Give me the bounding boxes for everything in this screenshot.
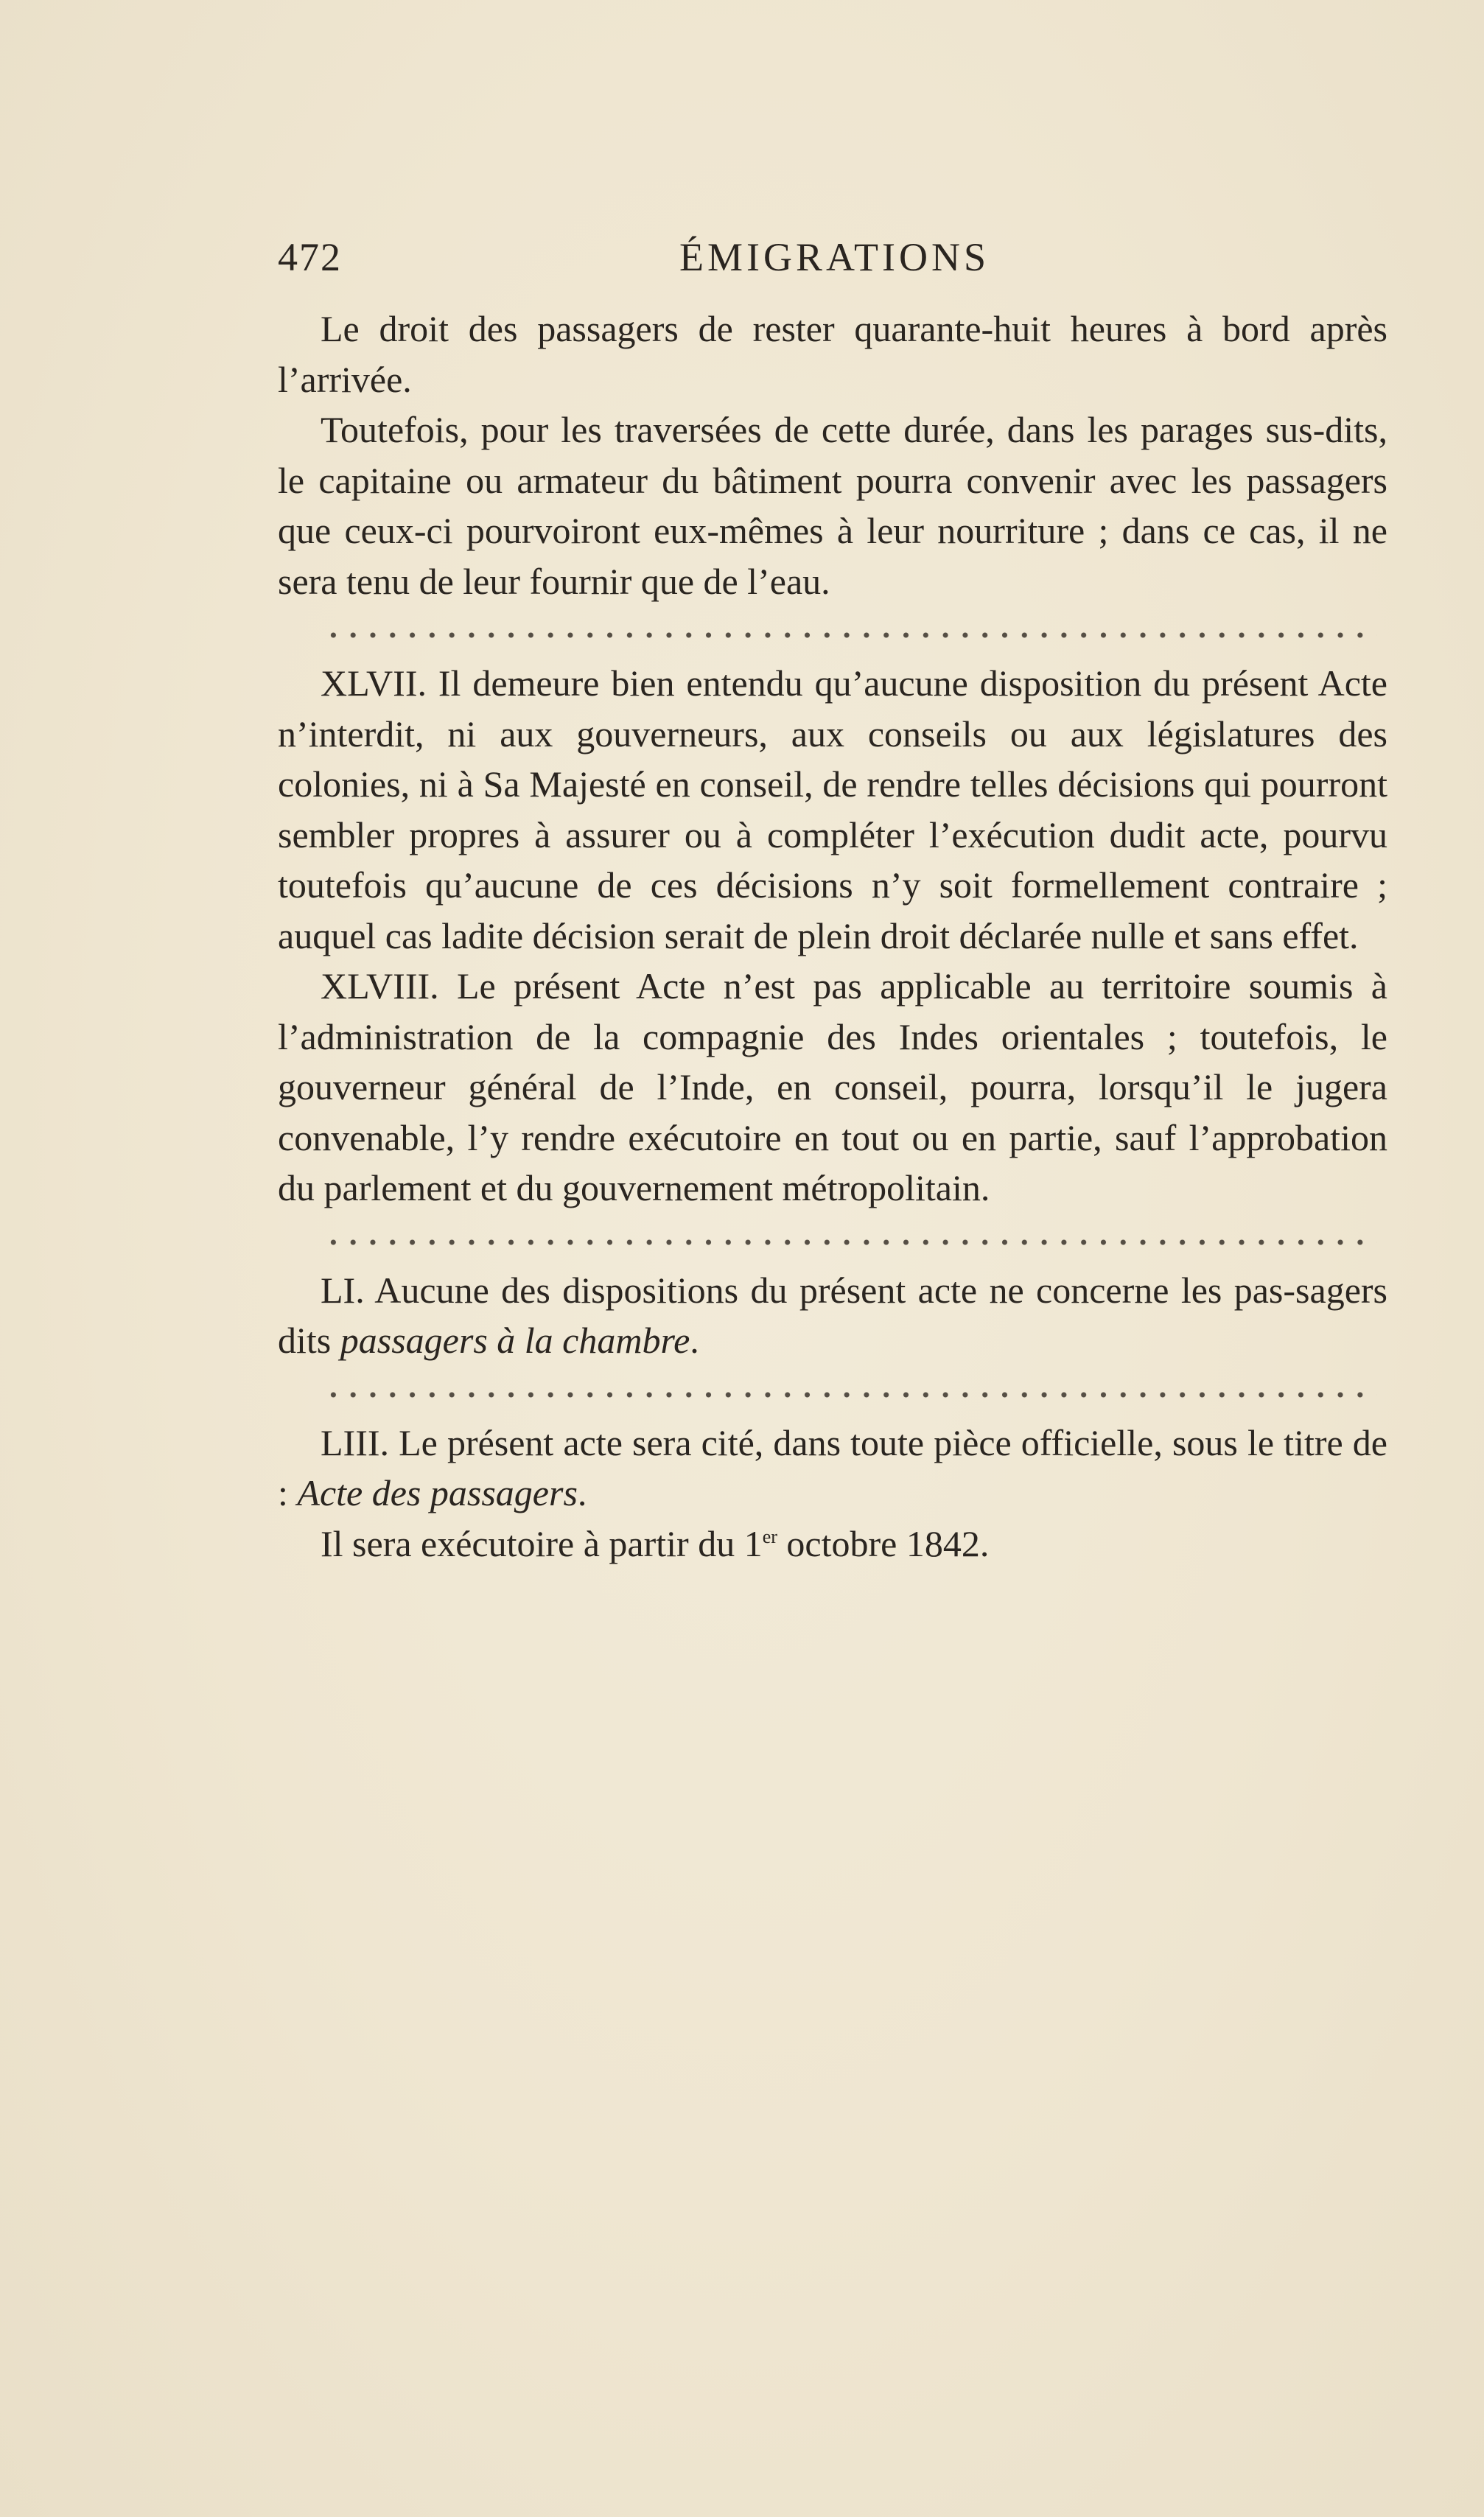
article-li-text: LI. Aucune des dispositions du présent acte ne concerne les pas-sagers dits <box>278 1269 1387 1361</box>
running-title: ÉMIGRATIONS <box>679 235 990 279</box>
article-li-italic: passagers à la chambre <box>340 1320 690 1361</box>
paragraph-arrival-rights: Le droit des passagers de rester quarante-huit heures à bord après l’arrivée. <box>278 308 1387 400</box>
article-liii-italic: Acte des passagers <box>297 1472 578 1513</box>
page-number: 472 <box>278 235 342 279</box>
article-liii <box>278 1418 1387 1519</box>
body-text <box>278 304 1387 1569</box>
page-header <box>278 234 1387 286</box>
article-li-end: . <box>690 1320 699 1361</box>
ellipsis-divider <box>278 1366 1387 1418</box>
ellipsis-divider <box>278 606 1387 658</box>
article-liii-text: LIII. Le présent acte sera cité, dans toute pièce officielle, sous le titre de : <box>278 1421 1387 1513</box>
paragraph-toutefois: Toutefois, pour les traversées de cette durée, dans les parages sus-dits, le capitaine ou armateur du bâtiment pourra convenir avec les passagers que ceux-ci pourvoiront eux-mêmes à leur nourriture ; dans ce cas, il ne sera tenu de leur fournir que de l’eau. <box>278 409 1387 602</box>
effective-date-text: Il sera exécutoire à partir du 1 <box>321 1522 763 1564</box>
paragraph-effective-date <box>278 1519 1387 1569</box>
ellipsis-divider <box>278 1214 1387 1265</box>
effective-date-end: octobre 1842. <box>777 1522 990 1564</box>
ordinal-superscript: er <box>762 1525 777 1547</box>
article-xlviii: XLVIII. Le présent Acte n’est pas applicable au territoire soumis à l’administration de la compagnie des Indes orientales ; toutefois, le gouverneur général de l’Inde, en conseil, pourra, lorsqu’il le jugera convenable, l’y rendre exécutoire en tout ou en partie, sauf l’approbation du parlement et du gouvernement métropolitain. <box>278 965 1387 1208</box>
article-li <box>278 1265 1387 1366</box>
article-xlvii: XLVII. Il demeure bien entendu qu’aucune disposition du présent Acte n’interdit, ni aux gouverneurs, aux conseils ou aux législatures des colonies, ni à Sa Majesté en conseil, de rendre telles décisions qui pourront sembler propres à assurer ou à compléter l’exécution dudit acte, pourvu toutefois qu’aucune de ces décisions n’y soit formellement contraire ; auquel cas ladite décision serait de plein droit déclarée nulle et sans effet. <box>278 662 1387 956</box>
article-liii-end: . <box>577 1472 587 1513</box>
